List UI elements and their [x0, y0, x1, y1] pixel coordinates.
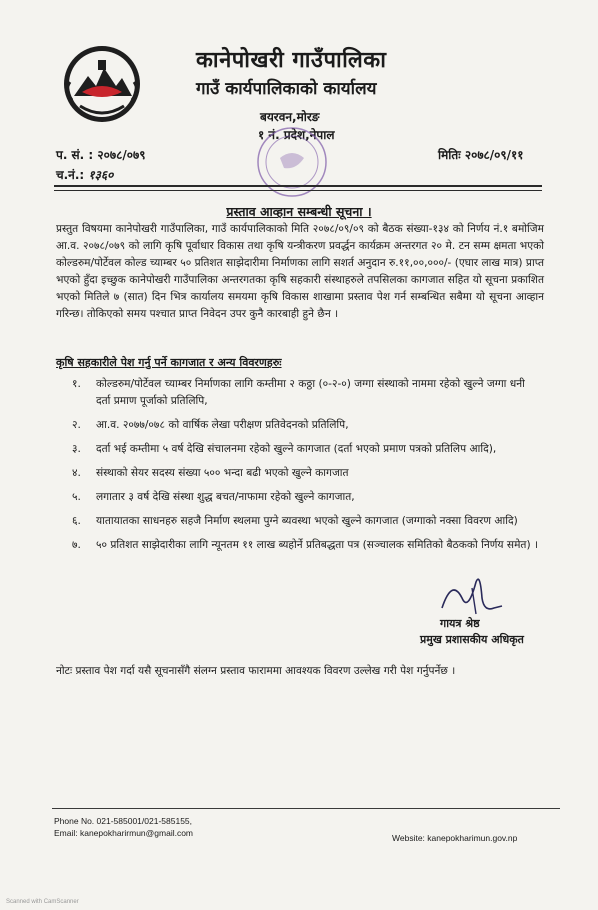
office-subtitle: गाउँ कार्यपालिकाको कार्यालय: [196, 79, 377, 99]
footer-rule: [52, 808, 560, 809]
footer-website: Website: kanepokharimun.gov.np: [392, 833, 518, 843]
list-item-number: ५.: [72, 491, 81, 503]
list-item-number: १.: [72, 378, 81, 390]
reference-number: प. सं. : २०७८/०७९: [56, 148, 146, 162]
list-item-number: ७.: [72, 539, 81, 551]
documents-list: [72, 376, 542, 561]
list-item: [72, 537, 542, 554]
list-item: [72, 513, 542, 530]
list-item-text: आ.व. २०७७/०७८ को वार्षिक लेखा परीक्षण प्रतिवेदनको प्रतिलिपि,: [96, 419, 349, 431]
address-line-1: बयरवन,मोरङ: [260, 110, 320, 124]
list-item-text: ५० प्रतिशत साझेदारीका लागि न्यूनतम ११ लाख ब्यहोर्ने प्रतिबद्धता पत्र (सञ्चालक समितिको बैठकको निर्णय समेत) ।: [96, 539, 538, 551]
signatory-title: प्रमुख प्रशासकीय अधिकृत: [420, 633, 524, 646]
list-item: [72, 441, 542, 458]
list-item-text: यातायातका साधनहरु सहजै निर्माण स्थलमा पुग्ने ब्यवस्था भएको खुल्ने कागजात (जग्गाको नक्सा विवरण आदि): [96, 515, 518, 527]
footer-phone: Phone No. 021-585001/021-585155,: [54, 816, 193, 826]
notice-body: प्रस्तुत विषयमा कानेपोखरी गाउँपालिका, गाउँ कार्यपालिकाको मिति २०७८/०९/०९ को बैठक संख्या-१३४ को निर्णय नं.१ बमोजिम आ.व. २०७८/०७९ को लागि कृषि पूर्वाधार विकास तथा कृषि यन्त्रीकरण प्रवर्द्धन कार्यक्रम अन्तरगत २० मे. टन सम्म क्षमता भएको कोल्डरुम/पोर्टेवल कोल्ड च्याम्बर ५० प्रतिशत साझेदारीमा निर्माणका लागि सशर्त अनुदान रु.११,००,०००/- (एघार लाख मात्र) प्राप्त भएको हुँदा इच्छुक कानेपोखरी गाउँपालिका अन्तरगतका कृषि सहकारी संस्थाहरुले तपसिलका कागजात सहित यो सूचना प्रकाशित भएको मितिले ७ (सात) दिन भित्र कार्यालय समयमा कृषि विकास शाखामा प्रस्ताव पेश गर्न सम्बन्धित सबैमा यो सूचना आव्हान गरिन्छ। तोकिएको समय पश्चात प्राप्त निवेदन उपर कुनै कारबाही हुने छैन ।: [56, 223, 544, 320]
footer-email: Email: kanepokharirmun@gmail.com: [54, 828, 194, 838]
header-rule-thin: [54, 190, 542, 191]
signatory-name: गायत्र श्रेष्ठ: [440, 617, 480, 630]
list-item: [72, 489, 542, 506]
footer-contact: [54, 815, 193, 839]
letter-date: मितिः २०७८/०९/११: [438, 148, 524, 162]
notice-title: प्रस्ताव आव्हान सम्बन्धी सूचना ।: [226, 204, 372, 219]
dispatch-number-label: च.नं.:: [56, 168, 85, 182]
organization-title: कानेपोखरी गाउँपालिका: [196, 48, 387, 73]
scanner-watermark: Scanned with CamScanner: [6, 899, 79, 905]
list-item-text: कोल्डरुम/पोर्टेवल च्याम्बर निर्माणका लागि कम्तीमा २ कठ्ठा (०-२-०) जग्गा संस्थाको नाममा रहेको खुल्ने जग्गा धनी दर्ता प्रमाण पूर्जाको प्रतिलिपि,: [96, 378, 525, 407]
dispatch-number-value: १३६०: [88, 168, 114, 182]
address-line-2: १ नं. प्रदेश,नेपाल: [258, 128, 335, 142]
list-item-number: २.: [72, 419, 81, 431]
list-item-text: लगातार ३ वर्ष देखि संस्था शुद्ध बचत/नाफामा रहेको खुल्ने कागजात,: [96, 491, 355, 503]
documents-section-heading: कृषि सहकारीले पेश गर्नु पर्ने कागजात र अन्य विवरणहरुः: [56, 356, 282, 369]
notice-note: नोटः प्रस्ताव पेश गर्दा यसै सूचनासँगै संलग्न प्रस्ताव फाराममा आवश्यक विवरण उल्लेख गरी पेश गर्नुपर्नेछ ।: [56, 665, 456, 677]
list-item-number: ४.: [72, 467, 81, 479]
list-item-number: ३.: [72, 443, 81, 455]
list-item: [72, 417, 542, 434]
header-rule-thick: [54, 185, 542, 187]
list-item: [72, 465, 542, 482]
dispatch-number: [56, 166, 113, 183]
list-item-text: दर्ता भई कम्तीमा ५ वर्ष देखि संचालनमा रहेको खुल्ने कागजात (दर्ता भएको प्रमाण पत्रको प्रतिलिप आदि),: [96, 443, 497, 455]
list-item-number: ६.: [72, 515, 81, 527]
nepal-emblem-icon: [60, 42, 144, 126]
list-item: [72, 376, 542, 410]
office-stamp-icon: [240, 118, 360, 208]
list-item-text: संस्थाको सेयर सदस्य संख्या ५०० भन्दा बढी भएको खुल्ने कागजात: [96, 467, 349, 479]
